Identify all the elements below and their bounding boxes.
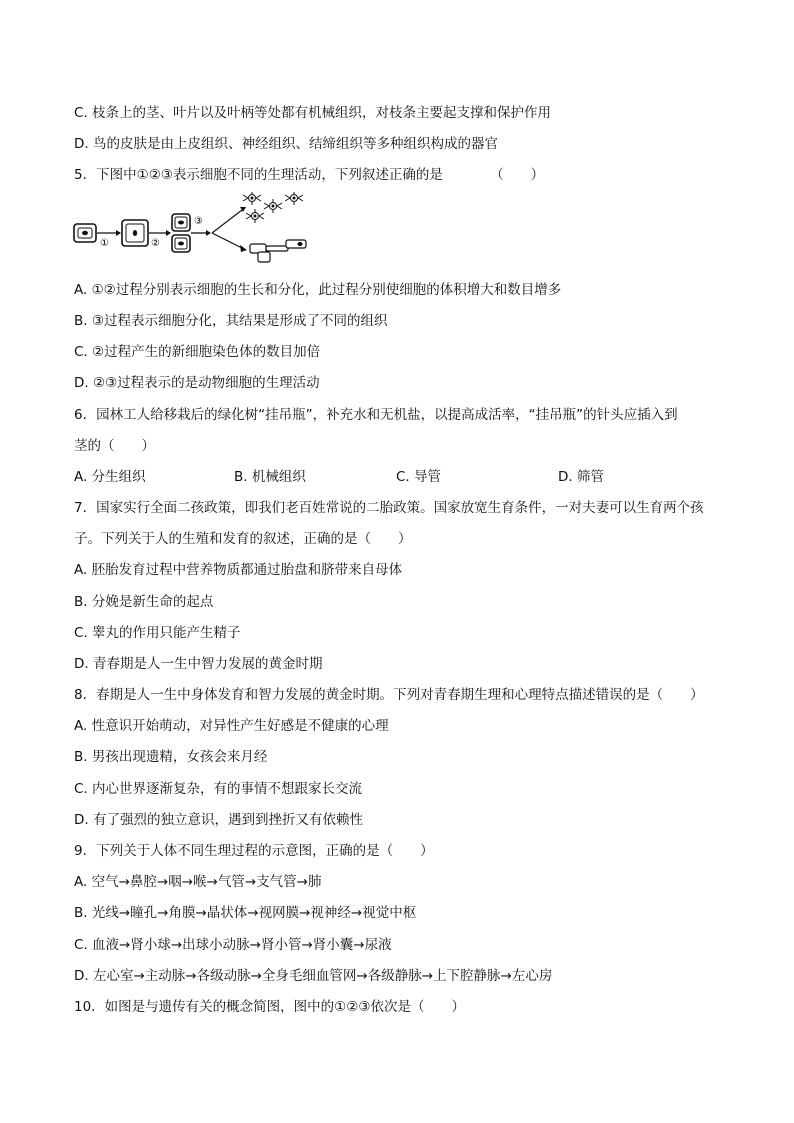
question-7-stem-line-1: 7．国家实行全面二孩政策，即我们老百姓常说的二胎政策。国家放宽生育条件，一对夫妻可以生育两个孩 <box>74 500 704 516</box>
line-q4-c: C. 枝条上的茎、叶片以及叶柄等处都有机械组织，对枝条主要起支撑和保护作用 <box>74 105 552 121</box>
question-8-option-b: B. 男孩出现遗精，女孩会来月经 <box>74 749 268 765</box>
question-5-option-b: B. ③过程表示细胞分化，其结果是形成了不同的组织 <box>74 313 388 329</box>
question-7-option-c: C. 睾丸的作用只能产生精子 <box>74 625 241 641</box>
question-6-stem-line-1: 6．园林工人给移栽后的绿化树“挂吊瓶”，补充水和无机盐，以提高成活率，“挂吊瓶”的针头应插入到 <box>74 407 678 423</box>
cell-process-figure <box>72 192 322 264</box>
question-7-option-b: B. 分娩是新生命的起点 <box>74 594 214 610</box>
question-5-option-c: C. ②过程产生的新细胞染色体的数目加倍 <box>74 344 321 360</box>
question-8-option-a: A. 性意识开始萌动，对异性产生好感是不健康的心理 <box>74 718 389 734</box>
question-6-stem-line-2: 茎的（ ） <box>74 438 155 454</box>
question-6-option-b: B. 机械组织 <box>234 469 306 485</box>
question-6-option-c: C. 导管 <box>396 469 442 485</box>
elongated-cells <box>250 240 306 262</box>
question-9-option-b: B. 光线→瞳孔→角膜→晶状体→视网膜→视神经→视觉中枢 <box>74 905 417 921</box>
question-7-stem-line-2: 子。下列关于人的生殖和发育的叙述，正确的是（ ） <box>74 531 412 547</box>
question-9-option-c: C. 血液→肾小球→出球小动脉→肾小管→肾小囊→尿液 <box>74 937 392 953</box>
grown-cell <box>122 220 148 246</box>
question-8-option-c: C. 内心世界逐渐复杂，有的事情不想跟家长交流 <box>74 781 363 797</box>
question-8-option-d: D. 有了强烈的独立意识，遇到到挫折又有依赖性 <box>74 812 363 828</box>
question-8-stem: 8．春期是人一生中身体发育和智力发展的黄金时期。下列对青春期生理和心理特点描述错误的是（ ） <box>74 687 704 703</box>
question-5-option-d: D. ②③过程表示的是动物细胞的生理活动 <box>74 375 320 391</box>
question-7-option-a: A. 胚胎发育过程中营养物质都通过胎盘和脐带来自母体 <box>74 562 403 578</box>
question-9-option-a: A. 空气→鼻腔→咽→喉→气管→支气管→肺 <box>74 874 322 890</box>
process-label-1: ① <box>100 238 109 249</box>
question-5-stem: 5．下图中①②③表示细胞不同的生理活动，下列叙述正确的是 （ ） <box>74 167 545 183</box>
divided-cells <box>172 214 190 252</box>
question-10-stem: 10．如图是与遗传有关的概念简图，图中的①②③依次是（ ） <box>74 999 465 1015</box>
question-7-option-d: D. 青春期是人一生中智力发展的黄金时期 <box>74 656 323 672</box>
question-6-option-a: A. 分生组织 <box>74 469 146 485</box>
process-label-2: ② <box>151 238 160 249</box>
line-q4-d: D. 鸟的皮肤是由上皮组织、神经组织、结缔组织等多种组织构成的器官 <box>74 136 498 152</box>
question-6-option-d: D. 筛管 <box>558 469 604 485</box>
question-9-option-d: D. 左心室→主动脉→各级动脉→全身毛细血管网→各级静脉→上下腔静脉→左心房 <box>74 968 553 984</box>
question-9-stem: 9．下列关于人体不同生理过程的示意图，正确的是（ ） <box>74 843 434 859</box>
nerve-cells <box>243 192 303 223</box>
question-5-option-a: A. ①②过程分别表示细胞的生长和分化，此过程分别使细胞的体积增大和数目增多 <box>74 282 562 298</box>
single-cell <box>74 224 96 242</box>
process-label-3: ③ <box>194 216 203 227</box>
